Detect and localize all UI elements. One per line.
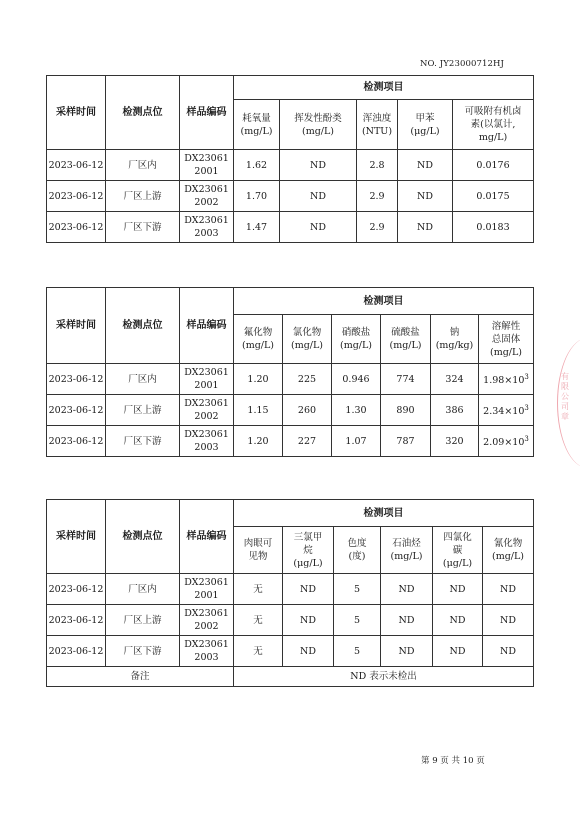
report-number: NO. JY23000712HJ	[420, 59, 505, 69]
column-header: 色度 (度)	[334, 527, 381, 574]
table-row: 2023-06-12 厂区下游 DX23061 2003 1.47 ND 2.9 ND 0.0183	[47, 212, 534, 243]
header-sampling-time: 采样时间	[47, 76, 106, 150]
column-header: 肉眼可 见物	[234, 527, 283, 574]
header-location: 检测点位	[106, 76, 180, 150]
column-header: 硝酸盐 (mg/L)	[332, 315, 381, 364]
column-header: 氟化物 (mg/L)	[234, 315, 283, 364]
header-test-items: 检测项目	[234, 76, 534, 100]
header-sample-code: 样品编码	[180, 76, 234, 150]
results-table-1	[46, 75, 534, 243]
column-header: 溶解性 总固体 (mg/L)	[479, 315, 534, 364]
results-table-3	[46, 499, 534, 687]
header-sample-code: 样品编码	[180, 500, 234, 574]
table-row: 2023-06-12 厂区上游 DX23061 2002 1.70 ND 2.9 ND 0.0175	[47, 181, 534, 212]
results-table-2	[46, 287, 534, 457]
remark-text: ND 表示未检出	[234, 667, 534, 687]
column-header: 四氯化 碳 (μg/L)	[433, 527, 483, 574]
column-header: 三氯甲 烷 (μg/L)	[283, 527, 334, 574]
header-sampling-time: 采样时间	[47, 288, 106, 364]
table-row: 2023-06-12 厂区上游 DX23061 2002 无 ND 5 ND ND ND	[47, 605, 534, 636]
column-header: 氯化物 (mg/L)	[283, 315, 332, 364]
header-sample-code: 样品编码	[180, 288, 234, 364]
table-row: 2023-06-12 厂区内 DX23061 2001 1.20 225 0.946 774 324 $1.98\times 10^3$	[47, 364, 534, 395]
seal-stamp-text: 有限公司章	[561, 372, 569, 421]
header-location: 检测点位	[106, 500, 180, 574]
column-header: 挥发性酚类 (mg/L)	[280, 100, 357, 150]
header-location: 检测点位	[106, 288, 180, 364]
column-header: 钠 (mg/kg)	[431, 315, 479, 364]
header-sampling-time: 采样时间	[47, 500, 106, 574]
column-header: 甲苯 (μg/L)	[398, 100, 453, 150]
table-row: 2023-06-12 厂区上游 DX23061 2002 1.15 260 1.30 890 386 $2.34\times 10^3$	[47, 395, 534, 426]
remark-label: 备注	[47, 667, 234, 687]
column-header: 氰化物 (mg/L)	[483, 527, 534, 574]
table-row: 2023-06-12 厂区下游 DX23061 2003 无 ND 5 ND ND ND	[47, 636, 534, 667]
column-header: 浑浊度 (NTU)	[357, 100, 398, 150]
table-row: 2023-06-12 厂区内 DX23061 2001 1.62 ND 2.8 ND 0.0176	[47, 150, 534, 181]
table-row: 2023-06-12 厂区内 DX23061 2001 无 ND 5 ND ND ND	[47, 574, 534, 605]
page-footer: 第 9 页 共 10 页	[421, 756, 485, 766]
column-header: 耗氧量 (mg/L)	[234, 100, 280, 150]
header-test-items: 检测项目	[234, 500, 534, 527]
column-header: 硫酸盐 (mg/L)	[381, 315, 431, 364]
column-header: 石油烃 (mg/L)	[381, 527, 433, 574]
table-row: 2023-06-12 厂区下游 DX23061 2003 1.20 227 1.07 787 320 $2.09\times 10^3$	[47, 426, 534, 457]
column-header: 可吸附有机卤 素(以氯计, mg/L)	[453, 100, 534, 150]
remark-row	[47, 667, 534, 687]
header-test-items: 检测项目	[234, 288, 534, 315]
